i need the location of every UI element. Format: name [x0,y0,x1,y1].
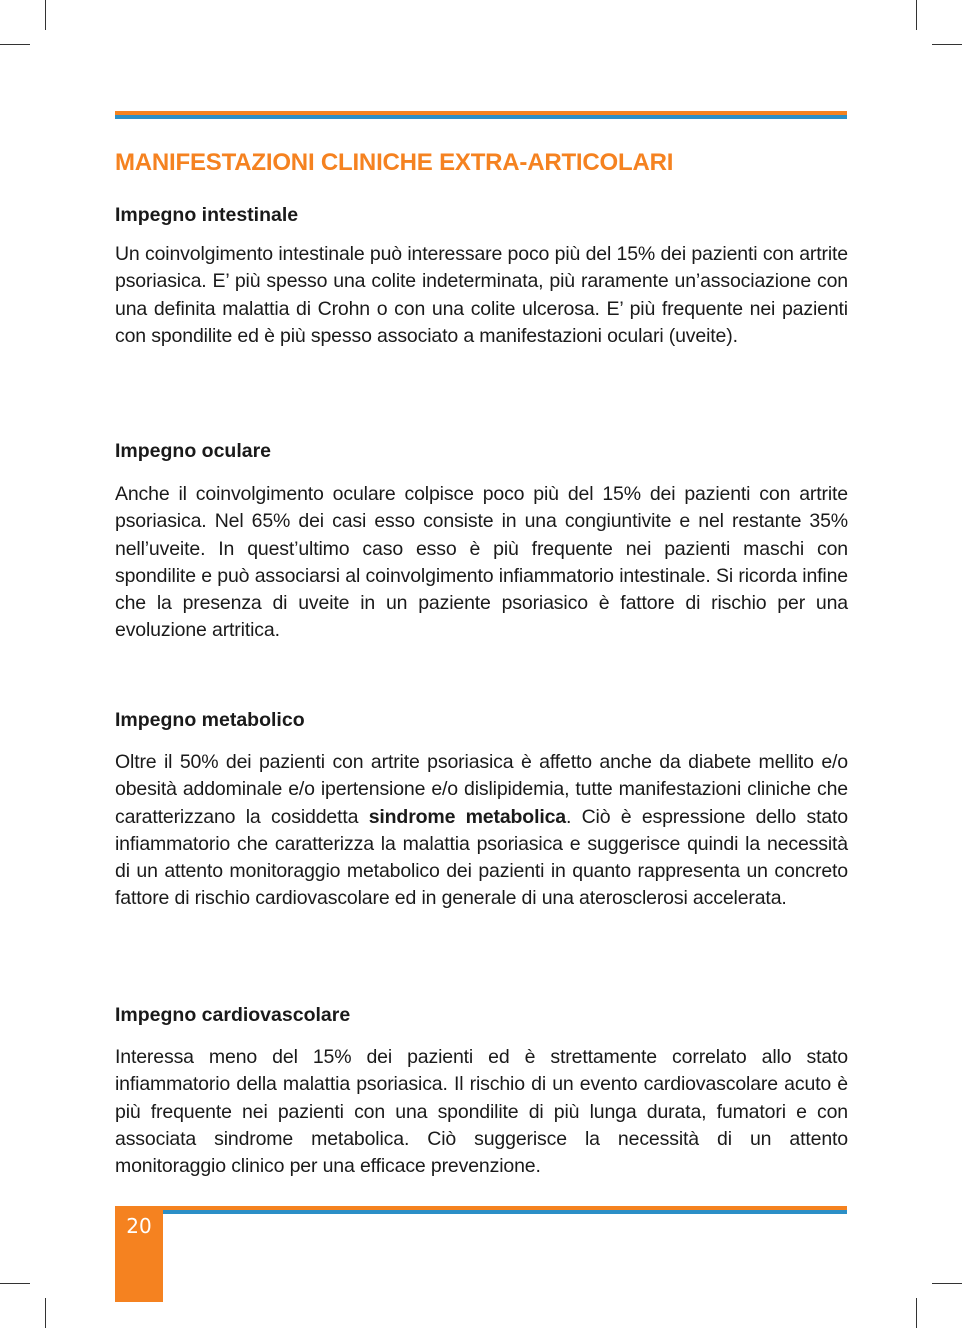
crop-mark [45,1298,46,1328]
page-number: 20 [126,1214,152,1238]
section-cardiovascolare [115,1002,848,1180]
page-title: MANIFESTAZIONI CLINICHE EXTRA-ARTICOLARI [115,149,674,176]
body-text: . Ciò è espressione dello stato infiammatorio che caratterizza la malattia psoriasica e suggerisce quindi la necessità di un attento monitoraggio metabolico dei pazienti in quanto rappresenta un concreto fattore di rischio cardiovascolare ed in generale di una aterosclerosi accelerata. [115,805,848,910]
section-heading: Impegno metabolico [115,709,305,731]
body-text: Oltre il 50% dei pazienti con artrite psoriasica è affetto anche da diabete mellito e/o obesità addominale e/o ipertensione e/o dislipidemia, tutte manifestazioni cliniche che caratterizzano la cosiddetta [115,751,848,828]
crop-mark [45,0,46,30]
crop-mark [932,44,962,45]
crop-mark [0,1283,30,1284]
section-heading: Impegno intestinale [115,204,299,226]
section-intestinale [115,202,848,350]
page-number-box [115,1206,163,1302]
body-bold-term: sindrome metabolica [368,805,566,828]
crop-mark [932,1283,962,1284]
crop-mark [0,44,30,45]
section-heading: Impegno cardiovascolare [115,1004,351,1026]
section-body: Anche il coinvolgimento oculare colpisce poco più del 15% dei pazienti con artrite psoriasica. Nel 65% dei casi esso consiste in una congiuntivite e nel restante 35% nell’uveite. In quest’ultimo caso esso è più frequente nei pazienti maschi con spondilite e può associarsi al coinvolgimento infiammatorio intestinale. Si ricorda infine che la presenza di uveite in un paziente psoriasico è fattore di rischio per una evoluzione artritica. [115,483,848,642]
crop-mark [916,1298,917,1328]
section-metabolico [115,707,848,913]
section-body: Interessa meno del 15% dei pazienti ed è strettamente correlato allo stato infiammatorio della malattia psoriasica. Il rischio di un evento cardiovascolare acuto è più frequente nei pazienti con una spondilite di più lunga durata, fumatori e con associata sindrome metabolica. Ciò suggerisce la necessità di un attento monitoraggio clinico per una efficace prevenzione. [115,1046,848,1178]
header-rule [115,111,847,119]
footer-rule [163,1206,847,1214]
section-heading: Impegno oculare [115,440,272,462]
header-rule-blue [115,115,847,119]
footer-rule-blue [163,1210,847,1214]
crop-mark [916,0,917,30]
section-body: Un coinvolgimento intestinale può interessare poco più del 15% dei pazienti con artrite psoriasica. E’ più spesso una colite indeterminata, più raramente un’associazione con una definita malattia di Crohn o con una colite ulcerosa. E’ più frequente nei pazienti con spondilite ed è più spesso associato a manifestazioni oculari (uveite). [115,243,848,347]
section-body [115,749,848,913]
section-oculare [115,438,848,645]
